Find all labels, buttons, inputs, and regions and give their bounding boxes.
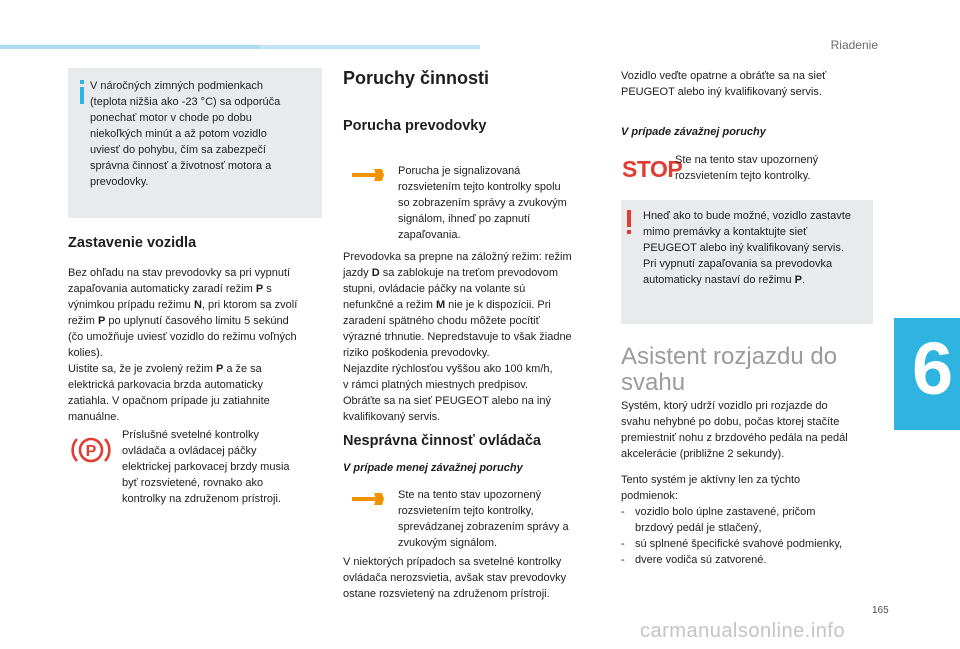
stop-warning-icon: STOP	[622, 156, 683, 182]
info-icon	[80, 80, 84, 104]
gearbox-fault-heading: Porucha prevodovky	[343, 118, 487, 134]
parking-brake-icon	[71, 433, 111, 467]
major-fault-heading: V prípade závažnej poruchy	[621, 126, 766, 138]
stop-warning-text: Ste na tento stav upozornený rozsvietením tejto kontrolky.	[675, 154, 819, 182]
warning-exclamation-icon	[627, 210, 631, 234]
minor-fault-icon-text: Ste na tento stav upozornený rozsvietením tejto kontrolky, sprevádzanej zobrazením správy a zvukovým signálom.	[398, 489, 569, 549]
minor-fault-paragraph: V niektorých prípadoch sa svetelné kontrolky ovládača nerozsvietia, avšak stav prevodovky ostane rozsvietený na združenom prístroji.	[343, 556, 567, 600]
stop-vehicle-paragraph: Bez ohľadu na stav prevodovky sa pri vypnutí zapaľovania automaticky zaradí režim P s výnimkou prípadu režimu N, pri ktorom sa zvolí režim P po uplynutí časového limitu 5 sekúnd (čo umožňuje uviesť vozidlo do režimu voľných kolies). Uistite sa, že je zvolený režim P a že sa elektrická parkovacia brzda automaticky zatiahla. V opačnom prípade ju zatiahnite manuálne.	[68, 267, 298, 423]
section-title: Riadenie	[830, 38, 878, 52]
warning-note-text: Hneď ako to bude možné, vozidlo zastavte mimo premávky a kontaktujte sieť PEUGEOT alebo iný kvalifikovaný servis. Pri vypnutí zapaľovania sa prevodovka automaticky nastaví do režimu P.	[643, 210, 851, 286]
selector-fault-heading: Nesprávna činnosť ovládača	[343, 433, 541, 449]
info-note-text	[90, 78, 280, 190]
header-bar-accent	[0, 45, 260, 49]
text-line: správna činnosť a životnosť motora a	[90, 160, 272, 172]
faults-title: Poruchy činnosti	[343, 68, 490, 88]
hill-start-conditions-intro: Tento systém je aktívny len za týchto podmienok:	[621, 474, 801, 502]
watermark: carmanualsonline.info	[640, 620, 846, 642]
text-line: uviesť do pohybu, čím sa zabezpečí	[90, 144, 266, 156]
parking-brake-text: Príslušné svetelné kontrolky ovládača a ovládacej páčky elektrickej parkovacej brzdy musia byť rozsvietené, rovnako ako kontrolky na združenom prístroji.	[122, 429, 290, 505]
text-line: ponechať motor v chode po dobu	[90, 112, 252, 124]
wrench-warning-icon	[352, 168, 384, 182]
svg-text:P: P	[85, 443, 97, 460]
wrench-warning-icon	[352, 492, 384, 506]
hill-start-conditions-list	[621, 504, 881, 568]
text-line: niekoľkých minút a až potom vozidlo	[90, 128, 267, 140]
list-item: - dvere vodiča sú zatvorené.	[621, 552, 881, 568]
list-item: - vozidlo bolo úplne zastavené, pričom brzdový pedál je stlačený,	[621, 504, 881, 536]
stop-vehicle-heading: Zastavenie vozidla	[68, 235, 197, 251]
minor-fault-heading: V prípade menej závažnej poruchy	[343, 462, 523, 474]
right-intro-paragraph: Vozidlo veďte opatrne a obráťte sa na sieť PEUGEOT alebo iný kvalifikovaný servis.	[621, 70, 827, 98]
chapter-number: 6	[912, 327, 954, 410]
text-line: V náročných zimných podmienkach	[90, 80, 264, 92]
gearbox-fault-icon-text: Porucha je signalizovaná rozsvietením tejto kontrolky spolu so zobrazením správy a zvukovým signálom, ihneď po zapnutí zapaľovania.	[398, 165, 567, 241]
info-note-box	[68, 68, 322, 218]
gearbox-fault-paragraph: Prevodovka sa prepne na záložný režim: režim jazdy D sa zablokuje na treťom prevodovom stupni, ovládacie páčky na volante sú nefunkčné a režim M nie je k dispozícii. Pri zaradení spätného chodu môžete pocítiť výrazné trhnutie. Nepredstavuje to však žiadne riziko poškodenia prevodovky. Nejazdite rýchlosťou vyššou ako 100 km/h, v rámci platných miestnych predpisov. Obráťte sa na sieť PEUGEOT alebo na iný kvalifikovaný servis.	[343, 251, 572, 423]
chapter-tab	[894, 318, 960, 430]
warning-note-box	[621, 200, 873, 324]
text-line: (teplota nižšia ako -23 °C) sa odporúča	[90, 96, 281, 108]
hill-start-paragraph: Systém, ktorý udrží vozidlo pri rozjazde do svahu nehybné po dobu, počas ktorej stačíte premiestniť nohu z brzdového pedála na pedál akcelerácie (približne 2 sekundy).	[621, 400, 848, 460]
hill-start-title: Asistent rozjazdu do svahu	[621, 343, 838, 396]
page-number: 165	[872, 605, 889, 616]
text-line: prevodovky.	[90, 176, 149, 188]
list-item: - sú splnené špecifické svahové podmienky,	[621, 536, 881, 552]
